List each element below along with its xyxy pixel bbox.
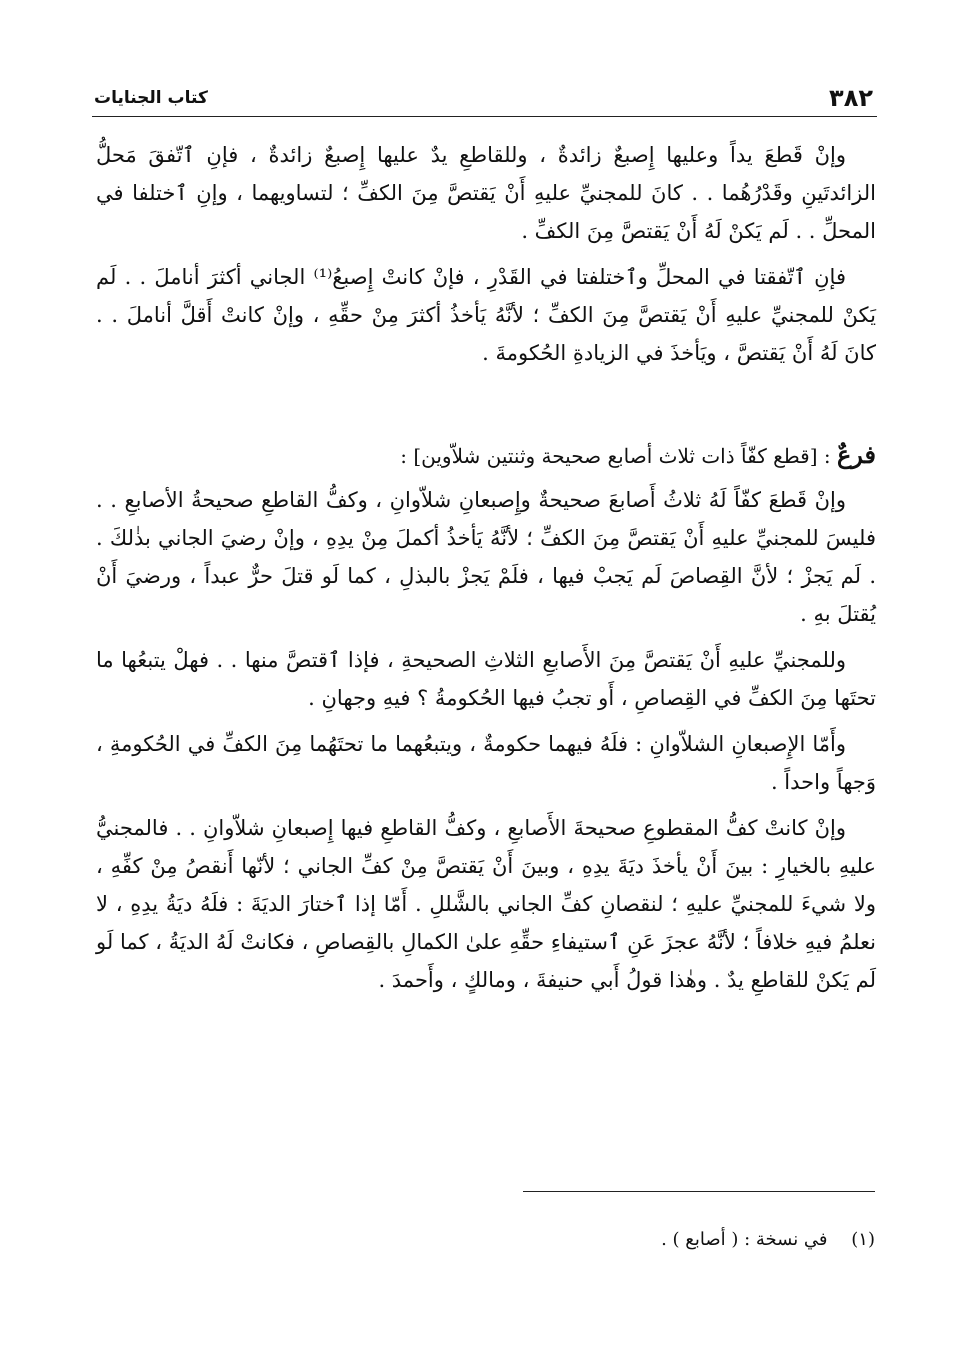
page-number: ٣٨٢ [829, 84, 873, 112]
running-header [92, 76, 877, 117]
main-text [96, 136, 876, 1007]
section-spacer [96, 380, 876, 436]
paragraph: وللمجنيِّ عليهِ أَنْ يَقتصَّ مِنَ الأَصابعِ الثلاثِ الصحيحةِ ، فإذا ٱقتصَّ منها . . فهلْ يتبعُها ما تحتَها مِنَ الكفِّ في القِصاصِ ، أَو تجبُ فيها الحُكومةُ ؟ فيهِ وجهانِ . [96, 648, 876, 710]
footnote-divider [523, 1191, 875, 1192]
section-label: فرعٌ [836, 440, 876, 469]
section-heading [96, 436, 876, 475]
footnote-number: (١) [851, 1229, 875, 1250]
paragraph: فإنِ ٱتّفقتا في المحلِّ وٱختلفتا في القَدْرِ ، فإنْ كانتْ إِصبعُ⁽¹⁾ الجاني أكثرَ أناملَ . . لَم يَكنْ للمجنيِّ عليهِ أَنْ يَقتصَّ مِنَ الكفِّ ؛ لأنَّهُ يَأخذُ أكثرَ مِنْ حقِّهِ ، وإنْ كانتْ أَقلَّ أناملَ . . كانَ لَهُ أَنْ يَقتصَّ ، ويَأخذَ في الزيادةِ الحُكومةَ . [96, 265, 876, 365]
book-title: كتاب الجنايات [94, 88, 208, 108]
footnote [95, 1226, 875, 1254]
paragraph: وأَمّا الإِصبعانِ الشلاّوانِ : فلَهُ فيهما حكومةٌ ، ويتبعُهما ما تحتَهُما مِنَ الكفِّ في الحُكومةِ ، وَجهاً واحداً . [96, 732, 876, 794]
paragraph: وإنْ كانتْ كفُّ المقطوعِ صحيحةَ الأَصابعِ ، وكفُّ القاطعِ فيها إِصبعانِ شلاّوانِ . . فالمجنيُّ عليهِ بالخيارِ : بينَ أَنْ يأخذَ ديَةَ يدِهِ ، وبينَ أَنْ يَقتصَّ مِنْ كفِّ الجاني ؛ لأنّها أَنقصُ مِنْ كفِّهِ ، ولا شيءَ للمجنيِّ عليهِ ؛ لنقصانِ كفِّ الجاني بالشَّللِ . أَمّا إذا ٱختارَ الديَةَ : فلَهُ ديَةُ يدِهِ ، لا نعلمُ فيهِ خلافاً ؛ لأنَّهُ عجزَ عَنِ ٱستيفاءِ حقِّهِ علىٰ الكمالِ بالقِصاصِ ، فكانتْ لَهُ الديَةُ ، كما لَو لَم يَكنْ للقاطعِ يدٌ . وهٰذا قولُ أَبي حنيفةَ ، ومالكٍ ، وأَحمدَ . [96, 816, 876, 992]
footnote-text: في نسخة : ( أصابع ) . [661, 1229, 828, 1250]
section-title: : [قطع كفّاً ذات ثلاث أصابع صحيحة وثنتين شلاّوين] : [400, 444, 837, 468]
paragraph: وإنْ قَطعَ كفّاً لَهُ ثلاثُ أَصابعَ صحيحةٌ وإِصبعانِ شلاّوانِ ، وكفُّ القاطعِ صحيحةُ الأصابعِ . . فليسَ للمجنيِّ عليهِ أَنْ يَقتصَّ مِنَ الكفِّ ؛ لأنَّهُ يَأخذُ أكملَ مِنْ يدِهِ ، وإنْ رضيَ الجاني بذٰلكَ . . لَم يَجزْ ؛ لأنَّ القِصاصَ لَم يَجبْ فيها ، فلَمْ يَجزْ بالبذلِ ، كما لَو قتلَ حرٌّ عبداً ، ورضيَ أَنْ يُقتلَ بهِ . [96, 488, 876, 626]
paragraph: وإنْ قَطعَ يداً وعليها إِصبعٌ زائدةٌ ، وللقاطعِ يدٌ عليها إِصبعٌ زائدةٌ ، فإنِ ٱتّفقَ مَحلُّ الزائدتَينِ وقَدْرُهُما . . كانَ للمجنيِّ عليهِ أَنْ يَقتصَّ مِنَ الكفِّ ؛ لتساويهما ، وإنِ ٱختلفا في المحلِّ . . لَم يَكنْ لَهُ أَنْ يَقتصَّ مِنَ الكفِّ . [96, 143, 876, 243]
